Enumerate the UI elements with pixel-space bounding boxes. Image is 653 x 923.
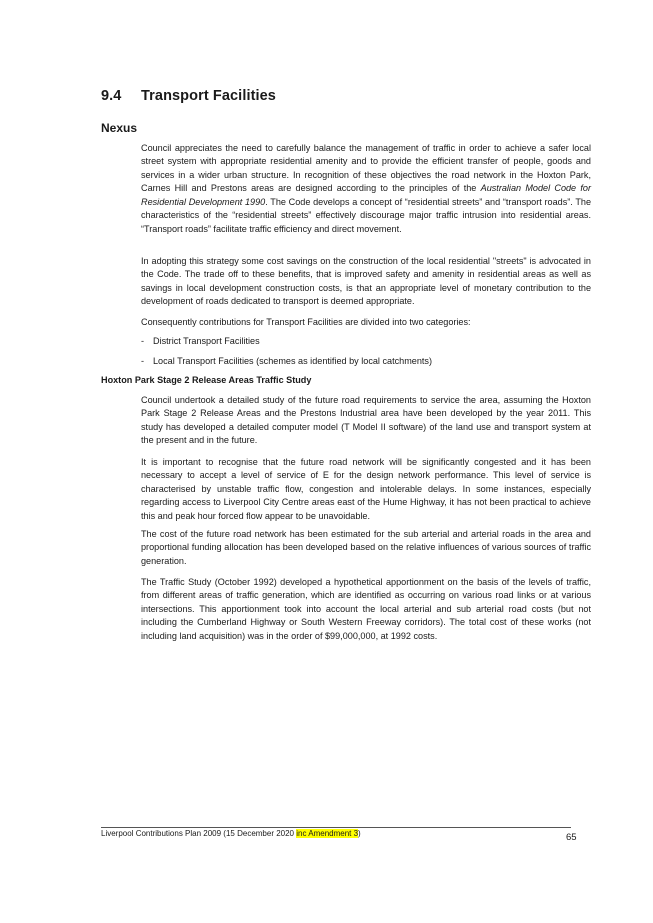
bullet-text: District Transport Facilities xyxy=(153,336,260,346)
page-number: 65 xyxy=(566,832,577,843)
p6-text: The cost of the future road network has been estimated for the sub arterial and arterial roads in the area and proportional funding allocation has been developed based on the relative influences of various sources of traffic generation. xyxy=(141,529,591,566)
list-item xyxy=(141,335,260,348)
paragraph-council-appreciates xyxy=(141,142,591,236)
bullet-dash: - xyxy=(141,336,145,346)
p1-text-start: Council appreciates the need to carefully balance the management of traffic in order to achieve a safer local street system with appropriate residential amenity and to provide the efficient transfer of people, goods and services in a wider urban structure. In recognition of these objectives the road network in the Hoxton Park, Carnes Hill and Prestons areas are designed according to the principles of the xyxy=(141,143,591,194)
paragraph-detailed-study xyxy=(141,394,591,448)
paragraph-apportionment xyxy=(141,576,591,643)
p4-text: Council undertook a detailed study of the future road requirements to service the area, assuming the Hoxton Park Stage 2 Release Areas and the Prestons Industrial area have been developed by the year 2011. This study has developed a detailed computer model (T Model II software) of the land use and transport system at the present and in the future. xyxy=(141,395,591,446)
footer-plan-name: Liverpool Contributions Plan 2009 (15 December 2020 xyxy=(101,829,297,838)
paragraph-adopting-strategy xyxy=(141,255,591,309)
paragraph-congestion xyxy=(141,456,591,523)
section-heading xyxy=(101,88,276,104)
bullet-text: Local Transport Facilities (schemes as identified by local catchments) xyxy=(153,356,432,366)
p5-text: It is important to recognise that the future road network will be significantly congested and it has been necessary to accept a level of service of E for the design network performance. This level of service is characterised by unstable traffic flow, congestion and intolerable delays. In some instances, especially regarding access to Liverpool City Centre areas east of the Hume Highway, it has not been practical to achieve this and peak hour forced flow appear to be unavoidable. xyxy=(141,457,591,521)
traffic-study-heading: Hoxton Park Stage 2 Release Areas Traffic Study xyxy=(101,375,312,385)
list-item xyxy=(141,355,432,368)
section-number: 9.4 xyxy=(101,88,122,104)
p3-text: Consequently contributions for Transport Facilities are divided into two categories: xyxy=(141,317,471,327)
p2-text: In adopting this strategy some cost savings on the construction of the local residential "streets" is advocated in the Code. The trade off to these benefits, that is improved safety and amenity in residential areas as well as savings in local development construction costs, is that an appropriate level of monetary contribution to the development of roads dedicated to transport is deemed appropriate. xyxy=(141,256,591,307)
p1-code-title: Australian Model Code for Residential Development 1990 xyxy=(141,183,591,207)
footer-amendment-highlight: inc Amendment 3 xyxy=(296,829,359,838)
p1-text-end: . The Code develops a concept of “residential streets” and “transport roads”. The characteristics of the “residential streets” effectively discourage major traffic intrusion into residential areas. “Transport roads” facilitate traffic efficiency and direct movement. xyxy=(141,196,591,234)
bullet-dash: - xyxy=(141,356,145,366)
footer-divider xyxy=(101,827,571,828)
nexus-heading: Nexus xyxy=(101,121,138,135)
footer-closing: ) xyxy=(358,829,361,838)
p7-text: The Traffic Study (October 1992) developed a hypothetical apportionment on the basis of the levels of traffic, from different areas of traffic generation, which are identified as occurring on various road links or at various intersections. This apportionment took into account the local arterial and sub arterial road costs (but not including the Cumberland Highway or South Western Freeway corridors). The total cost of these works (not including land acquisition) was in the order of $99,000,000, at 1992 costs. xyxy=(141,577,591,641)
section-title: Transport Facilities xyxy=(141,88,276,104)
paragraph-cost-estimate xyxy=(141,528,591,568)
paragraph-consequently xyxy=(141,316,591,329)
footer-title xyxy=(101,829,361,838)
